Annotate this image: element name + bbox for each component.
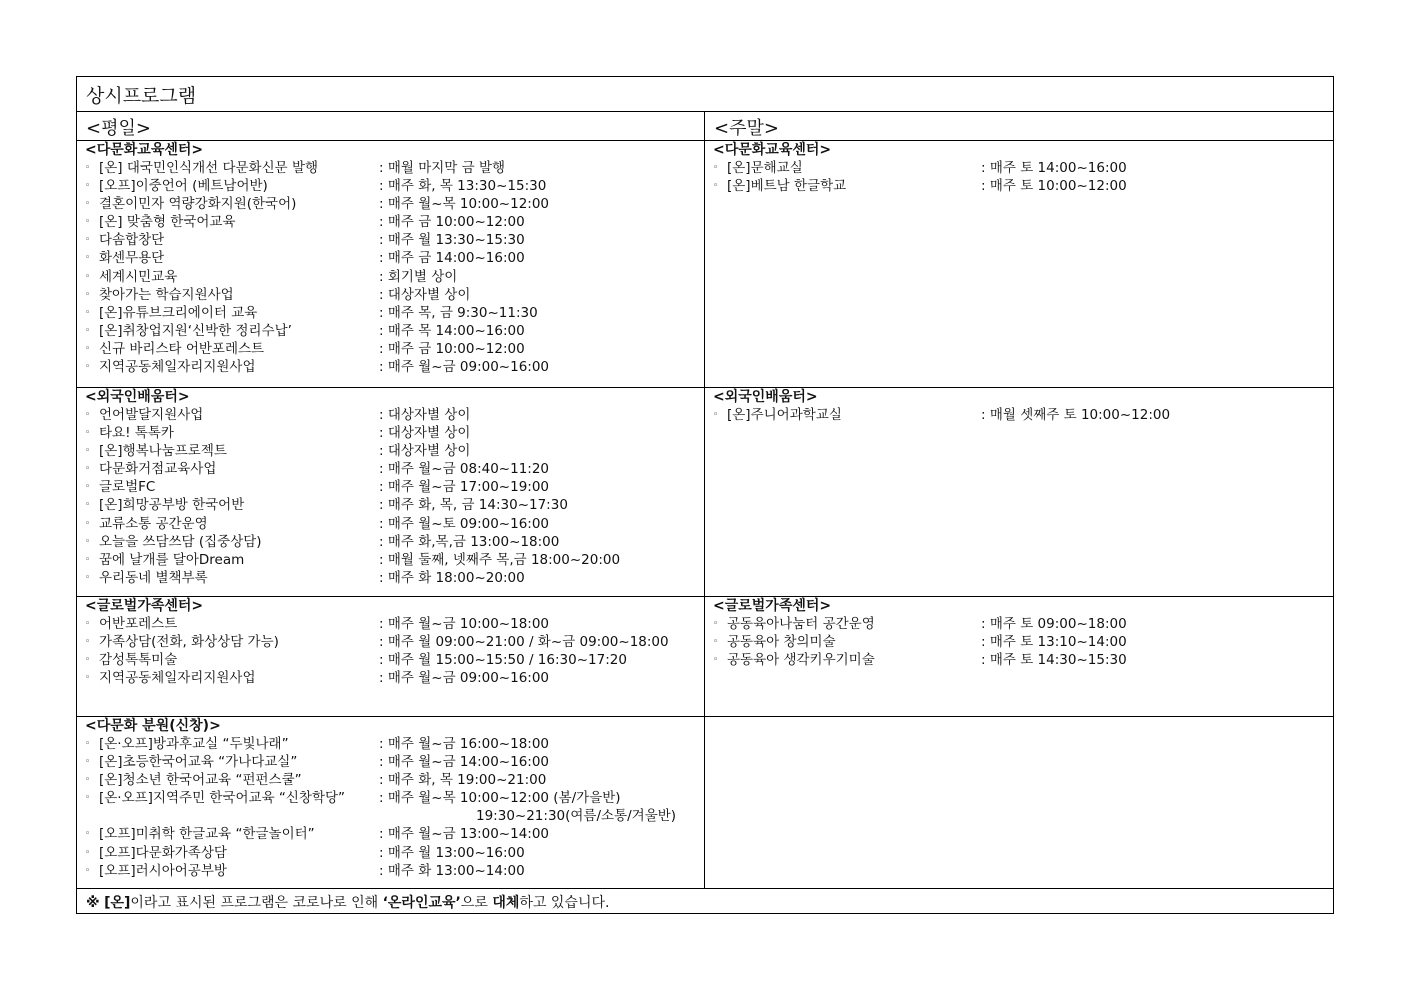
program-schedule: : 매주 화,목,금 13:00~18:00 (379, 533, 560, 550)
program-name: 타요! 톡톡카 (99, 425, 174, 442)
program-schedule: : 매주 토 14:00~16:00 (981, 160, 1127, 176)
program-item (77, 615, 704, 633)
program-item (77, 286, 704, 304)
program-item (77, 406, 704, 424)
bullet-icon: ◦ (85, 163, 91, 173)
online-tag: [온] (104, 895, 131, 911)
program-name: [오프]이중언어 (베트남어반) (99, 178, 268, 195)
bullet-icon: ◦ (85, 217, 91, 228)
section-title: <다문화교육센터> (85, 142, 204, 158)
program-item (77, 515, 704, 533)
program-name: 오늘을 쓰담쓰담 (집중상담) (99, 533, 262, 550)
bullet-icon: ◦ (85, 482, 91, 493)
program-schedule: : 매주 월~금 16:00~18:00 (379, 736, 550, 752)
program-schedule: : 매주 월 09:00~21:00 / 화~금 09:00~18:00 (379, 634, 669, 651)
program-schedule: : 매주 월~금 13:00~14:00 (379, 826, 550, 843)
bullet-icon: ◦ (85, 181, 91, 192)
section-title: <글로벌가족센터> (713, 598, 832, 614)
bullet-icon: ◦ (85, 362, 91, 373)
program-name: 언어발달지원사업 (99, 407, 204, 423)
program-item (77, 771, 704, 789)
note-mark: ※ (86, 895, 100, 911)
bullet-icon: ◦ (85, 739, 91, 749)
program-item (77, 424, 704, 442)
program-name: 화센무용단 (99, 250, 165, 267)
bullet-icon: ◦ (85, 793, 91, 804)
program-name: [온·오프]방과후교실 “두빛나래” (99, 736, 289, 752)
bullet-icon: ◦ (85, 235, 91, 246)
program-name: [온]행복나눔프로젝트 (99, 443, 227, 460)
weekday-branch-section (77, 718, 704, 880)
program-schedule: : 매월 셋째주 토 10:00~12:00 (981, 407, 1171, 423)
program-name: 교류소통 공간운영 (99, 515, 208, 532)
bullet-icon: ◦ (85, 500, 91, 511)
program-name: [온]희망공부방 한국어반 (99, 497, 245, 514)
program-item (77, 533, 704, 551)
program-item (77, 249, 704, 267)
program-name: [오프]러시아어공부방 (99, 862, 227, 879)
program-schedule: : 매주 토 10:00~12:00 (981, 178, 1127, 195)
schedule-continuation (77, 807, 704, 825)
program-item (77, 322, 704, 340)
weekend-foreigner-cell (705, 388, 1334, 597)
program-item (77, 268, 704, 286)
program-item (77, 669, 704, 687)
program-item (705, 406, 1333, 424)
program-name: 다솜합창단 (99, 232, 165, 249)
program-name: 결혼이민자 역량강화지원(한국어) (99, 196, 297, 213)
bullet-icon: ◦ (85, 536, 91, 547)
schedule-continuation-text: 19:30~21:30(여름/소통/겨울반) (476, 808, 677, 825)
bullet-icon: ◦ (713, 655, 719, 666)
program-name: [온]문해교실 (727, 160, 803, 176)
program-schedule: : 대상자별 상이 (379, 407, 471, 423)
weekend-global-section (705, 598, 1333, 669)
weekend-foreigner-section (705, 389, 1333, 424)
bullet-icon: ◦ (85, 410, 91, 420)
weekday-header: <평일> (77, 112, 705, 141)
program-name: [온] 대국민인식개선 다문화신문 발행 (99, 160, 319, 176)
bullet-icon: ◦ (713, 410, 719, 420)
program-item (77, 478, 704, 496)
bullet-icon: ◦ (85, 619, 91, 629)
program-item (77, 442, 704, 460)
program-name: 세계시민교육 (99, 268, 178, 285)
weekday-global-section (77, 598, 704, 687)
program-schedule: : 매주 월~토 09:00~16:00 (379, 515, 550, 532)
bullet-icon: ◦ (713, 637, 719, 648)
program-schedule: : 매주 화, 목, 금 14:30~17:30 (379, 497, 568, 514)
program-name: 신규 바리스타 어반포레스트 (99, 340, 265, 357)
program-item (705, 651, 1333, 669)
program-item (77, 569, 704, 587)
program-item (77, 825, 704, 843)
note-text-3: 하고 있습니다. (519, 895, 610, 911)
program-item (77, 177, 704, 195)
program-schedule: : 대상자별 상이 (379, 443, 471, 460)
program-schedule: : 매주 목 14:00~16:00 (379, 322, 525, 339)
program-name: [온]베트남 한글학교 (727, 178, 847, 195)
program-item (705, 615, 1333, 633)
program-schedule: : 매주 토 14:30~15:30 (981, 652, 1127, 669)
program-name: [온]취창업지원‘신박한 정리수납’ (99, 322, 292, 339)
weekday-foreigner-cell (77, 388, 705, 597)
program-schedule: : 매주 월~금 08:40~11:20 (379, 461, 550, 478)
program-item (77, 496, 704, 514)
program-item (705, 159, 1333, 177)
program-name: 어반포레스트 (99, 616, 178, 632)
section-title: <다문화 분원(신창)> (85, 718, 221, 734)
weekday-branch-cell (77, 717, 705, 889)
program-name: 다문화거점교육사업 (99, 461, 217, 478)
program-item (77, 460, 704, 478)
program-name: 가족상담(전화, 화상상담 가능) (99, 634, 279, 651)
program-name: [오프]미취학 한글교육 “한글놀이터” (99, 826, 315, 843)
program-schedule: : 대상자별 상이 (379, 425, 471, 442)
program-schedule: : 매주 화, 목 13:30~15:30 (379, 178, 547, 195)
program-item (77, 633, 704, 651)
program-name: [온] 맞춤형 한국어교육 (99, 214, 236, 231)
program-name: [온]초등한국어교육 “가나다교실” (99, 754, 298, 771)
program-name: [오프]다문화가족상담 (99, 844, 227, 861)
program-schedule: : 매주 월~목 10:00~12:00 (379, 196, 550, 213)
program-schedule: : 매주 토 09:00~18:00 (981, 616, 1127, 632)
bullet-icon: ◦ (85, 554, 91, 565)
weekend-multicultural-cell (705, 141, 1334, 388)
bullet-icon: ◦ (85, 757, 91, 768)
bullet-icon: ◦ (85, 307, 91, 318)
bullet-icon: ◦ (85, 518, 91, 529)
program-schedule: : 매주 화, 목 19:00~21:00 (379, 772, 547, 789)
bullet-icon: ◦ (85, 325, 91, 336)
program-item (77, 340, 704, 358)
program-item (77, 231, 704, 249)
program-schedule: : 매월 마지막 금 발행 (379, 160, 506, 176)
program-item (705, 633, 1333, 651)
note-text-2: 으로 (460, 895, 493, 911)
bullet-icon: ◦ (713, 163, 719, 173)
program-item (705, 177, 1333, 195)
weekday-multicultural-cell (77, 141, 705, 388)
bullet-icon: ◦ (85, 199, 91, 210)
note-text-1: 이라고 표시된 프로그램은 코로나로 인해 (130, 895, 383, 911)
bullet-icon: ◦ (85, 572, 91, 583)
program-name: 찾아가는 학습지원사업 (99, 286, 234, 303)
program-item (77, 844, 704, 862)
program-schedule: : 매주 월~금 09:00~16:00 (379, 670, 550, 687)
program-schedule: : 매주 금 10:00~12:00 (379, 340, 525, 357)
note-emphasis-replace: 대체 (492, 895, 520, 911)
program-item (77, 159, 704, 177)
footer-note (77, 889, 1334, 914)
bullet-icon: ◦ (85, 271, 91, 282)
bullet-icon: ◦ (85, 775, 91, 786)
program-name: [온]유튜브크리에이터 교육 (99, 304, 258, 321)
program-item (77, 753, 704, 771)
bullet-icon: ◦ (85, 446, 91, 457)
program-schedule: : 매주 월 15:00~15:50 / 16:30~17:20 (379, 652, 627, 669)
program-item (77, 195, 704, 213)
bullet-icon: ◦ (85, 428, 91, 439)
program-name: [온·오프]지역주민 한국어교육 “신창학당” (99, 790, 346, 807)
section-title: <외국인배움터> (85, 389, 190, 405)
program-name: 지역공동체일자리지원사업 (99, 670, 256, 687)
program-item (77, 213, 704, 231)
section-title: <외국인배움터> (713, 389, 818, 405)
program-schedule: : 매주 화 13:00~14:00 (379, 862, 525, 879)
program-name: 공동육아나눔터 공간운영 (727, 616, 875, 632)
note-emphasis-online: ‘온라인교육’ (382, 895, 461, 911)
weekday-foreigner-section (77, 389, 704, 587)
program-name: [온]주니어과학교실 (727, 407, 842, 423)
program-name: [온]청소년 한국어교육 “펀펀스쿨” (99, 772, 302, 789)
program-schedule: : 매주 월~목 10:00~12:00 (봄/가을반) (379, 790, 621, 807)
program-schedule: : 매주 목, 금 9:30~11:30 (379, 304, 538, 321)
bullet-icon: ◦ (85, 847, 91, 858)
program-schedule: : 매주 월~금 09:00~16:00 (379, 359, 550, 376)
bullet-icon: ◦ (85, 289, 91, 300)
weekday-global-cell (77, 597, 705, 717)
program-schedule: : 매주 월~금 17:00~19:00 (379, 479, 550, 496)
program-name: 지역공동체일자리지원사업 (99, 359, 256, 376)
program-item (77, 651, 704, 669)
program-schedule: : 매주 월 13:00~16:00 (379, 844, 525, 861)
weekday-multicultural-section (77, 142, 704, 376)
program-table (76, 76, 1334, 914)
bullet-icon: ◦ (85, 464, 91, 475)
program-name: 꿈에 날개를 달아Dream (99, 551, 245, 568)
bullet-icon: ◦ (85, 865, 91, 876)
bullet-icon: ◦ (85, 253, 91, 264)
program-schedule: : 매주 월~금 10:00~18:00 (379, 616, 550, 632)
bullet-icon: ◦ (713, 181, 719, 192)
program-schedule: : 매주 화 18:00~20:00 (379, 569, 525, 586)
program-item (77, 789, 704, 807)
program-item (77, 304, 704, 322)
bullet-icon: ◦ (85, 829, 91, 840)
program-name: 공동육아 생각키우기미술 (727, 652, 875, 669)
bullet-icon: ◦ (85, 343, 91, 354)
program-schedule: : 매주 월 13:30~15:30 (379, 232, 525, 249)
program-name: 우리동네 별책부록 (99, 569, 208, 586)
program-schedule: : 매주 금 14:00~16:00 (379, 250, 525, 267)
weekend-global-cell (705, 597, 1334, 717)
section-title: <글로벌가족센터> (85, 598, 204, 614)
program-schedule: : 매월 둘째, 넷째주 목,금 18:00~20:00 (379, 551, 621, 568)
page-title: 상시프로그램 (77, 77, 1334, 112)
program-item (77, 551, 704, 569)
bullet-icon: ◦ (85, 637, 91, 648)
program-schedule: : 대상자별 상이 (379, 286, 471, 303)
weekend-empty-cell (705, 717, 1334, 889)
program-item (77, 862, 704, 880)
program-name: 글로벌FC (99, 479, 156, 496)
bullet-icon: ◦ (85, 673, 91, 684)
bullet-icon: ◦ (713, 619, 719, 629)
bullet-icon: ◦ (85, 655, 91, 666)
program-name: 감성톡톡미술 (99, 652, 178, 669)
program-item (77, 735, 704, 753)
weekend-multicultural-section (705, 142, 1333, 195)
program-schedule: : 회기별 상이 (379, 268, 458, 285)
program-name: 공동육아 창의미술 (727, 634, 836, 651)
section-title: <다문화교육센터> (713, 142, 832, 158)
weekend-header: <주말> (705, 112, 1334, 141)
program-schedule: : 매주 금 10:00~12:00 (379, 214, 525, 231)
program-schedule: : 매주 월~금 14:00~16:00 (379, 754, 550, 771)
program-item (77, 358, 704, 376)
program-schedule: : 매주 토 13:10~14:00 (981, 634, 1127, 651)
